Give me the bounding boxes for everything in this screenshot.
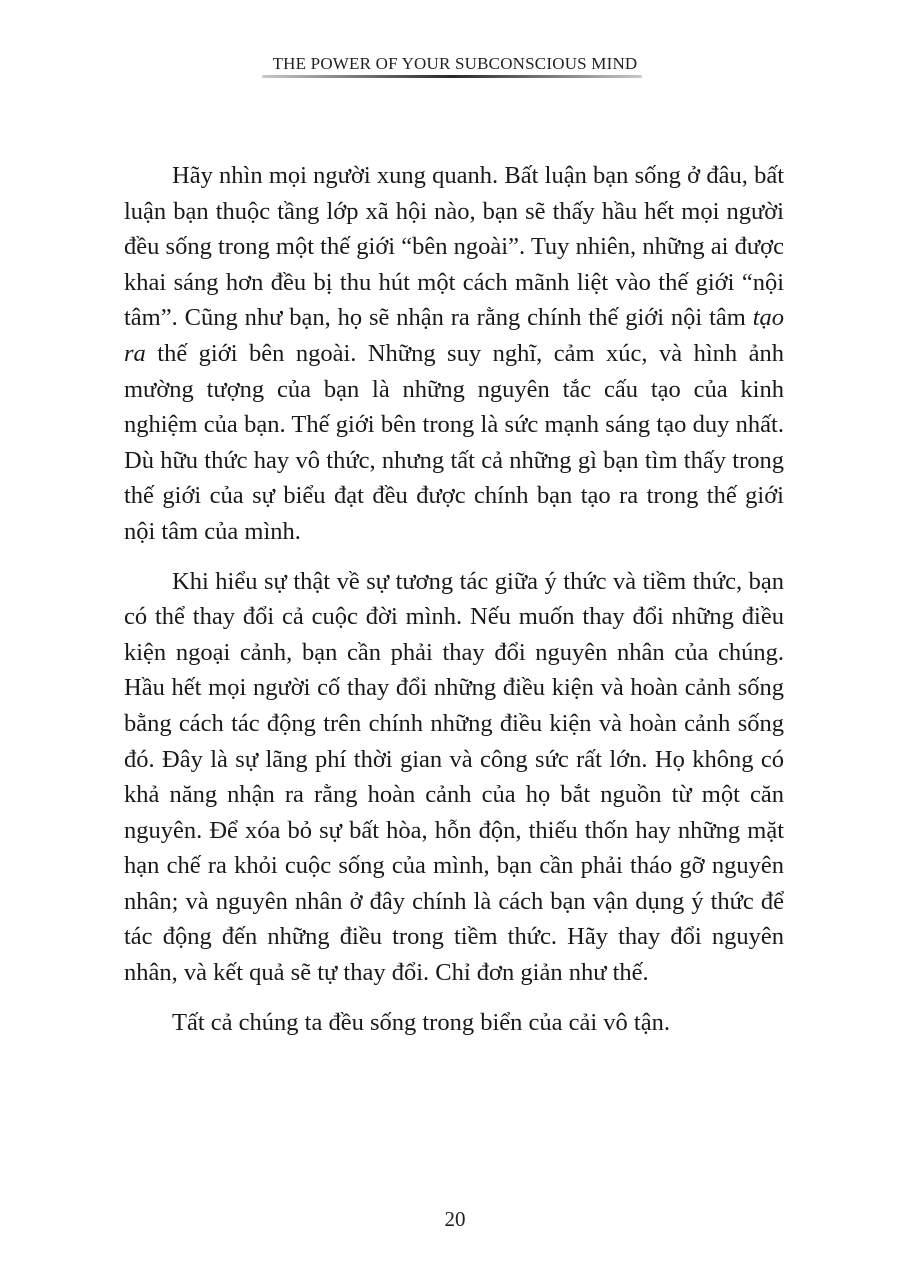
paragraph-1 [124,158,784,550]
page-number: 20 [444,1207,466,1231]
paragraph-2: Khi hiểu sự thật về sự tương tác giữa ý thức và tiềm thức, bạn có thể thay đổi cả cuộc đời mình. Nếu muốn thay đổi những điều kiện ngoại cảnh, bạn cần phải thay đổi nguyên nhân của chúng. Hầu hết mọi người cố thay đổi những điều kiện và hoàn cảnh sống bằng cách tác động trên chính những điều kiện và hoàn cảnh sống đó. Đây là sự lãng phí thời gian và công sức rất lớn. Họ không có khả năng nhận ra rằng hoàn cảnh của họ bắt nguồn từ một căn nguyên. Để xóa bỏ sự bất hòa, hỗn độn, thiếu thốn hay những mặt hạn chế ra khỏi cuộc sống của mình, bạn cần phải tháo gỡ nguyên nhân; và nguyên nhân ở đây chính là cách bạn vận dụng ý thức để tác động đến những điều trong tiềm thức. Hãy thay đổi nguyên nhân, và kết quả sẽ tự thay đổi. Chỉ đơn giản như thế. [124,567,784,987]
running-head: THE POWER OF YOUR SUBCONSCIOUS MIND [272,54,638,73]
paragraph-1-italic: tạo ra [124,304,784,367]
paragraph-1-text-a: Hãy nhìn mọi người xung quanh. Bất luận bạn sống ở đâu, bất luận bạn thuộc tầng lớp xã hội nào, bạn sẽ thấy hầu hết mọi người đều sống trong một thế giới “bên ngoài”. Tuy nhiên, những ai được khai sáng hơn đều bị thu hút một cách mãnh liệt vào thế giới “nội tâm”. Cũng như bạn, họ sẽ nhận ra rằng chính thế giới nội tâm [124,162,784,332]
paragraph-3: Tất cả chúng ta đều sống trong biển của cải vô tận. [172,1008,670,1036]
body-text [124,158,784,1040]
header-rule [262,75,642,78]
paragraph-1-text-b: thế giới bên ngoài. Những suy nghĩ, cảm xúc, và hình ảnh mường tượng của bạn là những nguyên tắc cấu tạo của kinh nghiệm của bạn. Thế giới bên trong là sức mạnh sáng tạo duy nhất. Dù hữu thức hay vô thức, nhưng tất cả những gì bạn tìm thấy trong thế giới của sự biểu đạt đều được chính bạn tạo ra trong thế giới nội tâm của mình. [124,339,784,545]
